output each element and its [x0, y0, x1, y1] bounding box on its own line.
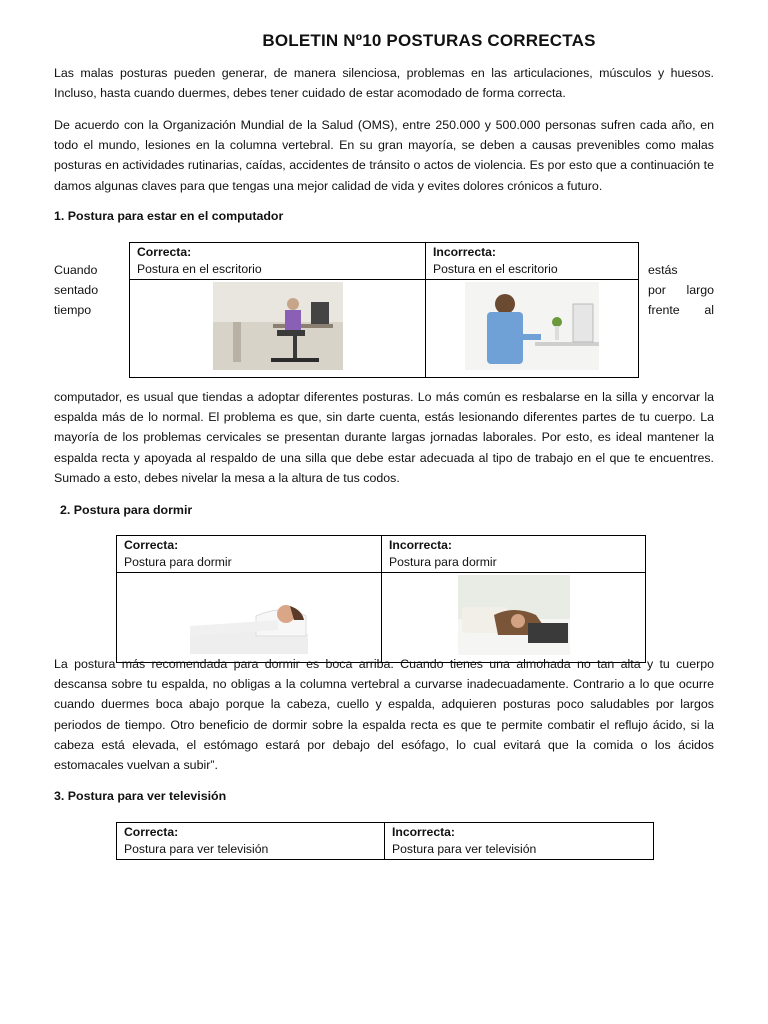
side-word: estás: [648, 263, 678, 277]
incorrect-header-cell: [382, 536, 646, 573]
side-word: tiempo: [54, 303, 92, 318]
incorrect-label: Incorrecta:: [389, 538, 452, 552]
section-2-comparison-table: [116, 535, 646, 663]
correct-header-cell: [130, 243, 426, 280]
section-1-side-right: [648, 260, 714, 321]
sleep-correct-photo: [190, 576, 308, 654]
incorrect-caption: Postura para ver televisión: [392, 842, 537, 856]
intro-paragraph-2: De acuerdo con la Organización Mundial de la Salud (OMS), entre 250.000 y 500.000 personas sufren cada año, en todo el mundo, lesiones en la columna vertebral. En su gran mayoría, se deben a causas prevenibles como malas posturas en actividades rutinarias, caídas, accidentes de tránsito o actos de violencia. Es por esto que a continuación te damos algunas claves para que tengas una mejor calidad de vida y evites dolores crónicos a futuro.: [54, 118, 714, 193]
correct-caption: Postura en el escritorio: [137, 262, 262, 276]
incorrect-image-cell: [426, 280, 639, 378]
incorrect-label: Incorrecta:: [392, 825, 455, 839]
side-word: por: [648, 283, 666, 298]
incorrect-image-cell: [382, 573, 646, 663]
section-2-body: La postura más recomendada para dormir es boca arriba. Cuando tienes una almohada no tan alta y tu cuerpo descansa sobre tu espalda, no obligas a la columna vertebral a curvarse inadecuadamente. Contrario a lo que ocurre cuando duermes boca abajo porque la cabeza, cuello y espalda, adquieren posturas poco saludables por largos periodos de tiempo. Otro beneficio de dormir sobre la espalda recta es que te permite combatir el reflujo ácido, si la cabeza está elevada, el estómago estará por debajo del esófago, lo cual evitará que la comida o los ácidos estomacales vuelvan a subir”.: [54, 657, 714, 773]
correct-label: Correcta:: [124, 538, 179, 552]
intro-paragraph-1: Las malas posturas pueden generar, de manera silenciosa, problemas en las articulaciones, músculos y huesos. Incluso, hasta cuando duermes, debes tener cuidado de estar acomodado de forma correcta.: [54, 66, 714, 101]
correct-header-cell: [117, 536, 382, 573]
incorrect-header-cell: [426, 243, 639, 280]
page-title: BOLETIN Nº10 POSTURAS CORRECTAS: [262, 31, 596, 50]
sleep-incorrect-photo: [458, 575, 570, 655]
correct-caption: Postura para ver televisión: [124, 842, 269, 856]
incorrect-caption: Postura en el escritorio: [433, 262, 558, 276]
section-1-body: computador, es usual que tiendas a adoptar diferentes posturas. Lo más común es resbalarse en la silla y encorvar la espalda más de lo normal. El problema es que, sin darte cuenta, estás lesionando diferentes partes de tu cuerpo. La mayoría de los problemas cervicales se presentan durante largas jornadas laborales. Por esto, es ideal mantener la espalda recta y apoyada al respaldo de una silla que debe estar adecuada al tipo de trabajo en el que te encuentres. Sumado a esto, debes nivelar la mesa a la altura de tus codos.: [54, 390, 714, 485]
section-3-heading: 3. Postura para ver televisión: [54, 789, 227, 803]
side-word: frente: [648, 303, 680, 318]
incorrect-label: Incorrecta:: [433, 245, 496, 259]
side-word: sentado: [54, 283, 99, 298]
correct-header-cell: [117, 823, 385, 860]
section-3-comparison-table: [116, 822, 654, 860]
section-2-heading: 2. Postura para dormir: [60, 503, 193, 517]
desk-incorrect-photo: [465, 282, 599, 370]
section-1-side-left: [54, 260, 98, 321]
correct-image-cell: [130, 280, 426, 378]
correct-image-cell: [117, 573, 382, 663]
desk-correct-photo: [213, 282, 343, 370]
side-word: al: [704, 303, 714, 318]
section-1-comparison-table: [129, 242, 639, 378]
side-word: Cuando: [54, 263, 98, 277]
correct-label: Correcta:: [137, 245, 192, 259]
incorrect-header-cell: [385, 823, 654, 860]
incorrect-caption: Postura para dormir: [389, 555, 497, 569]
side-word: largo: [686, 283, 714, 298]
correct-caption: Postura para dormir: [124, 555, 232, 569]
correct-label: Correcta:: [124, 825, 179, 839]
section-1-heading: 1. Postura para estar en el computador: [54, 209, 284, 223]
